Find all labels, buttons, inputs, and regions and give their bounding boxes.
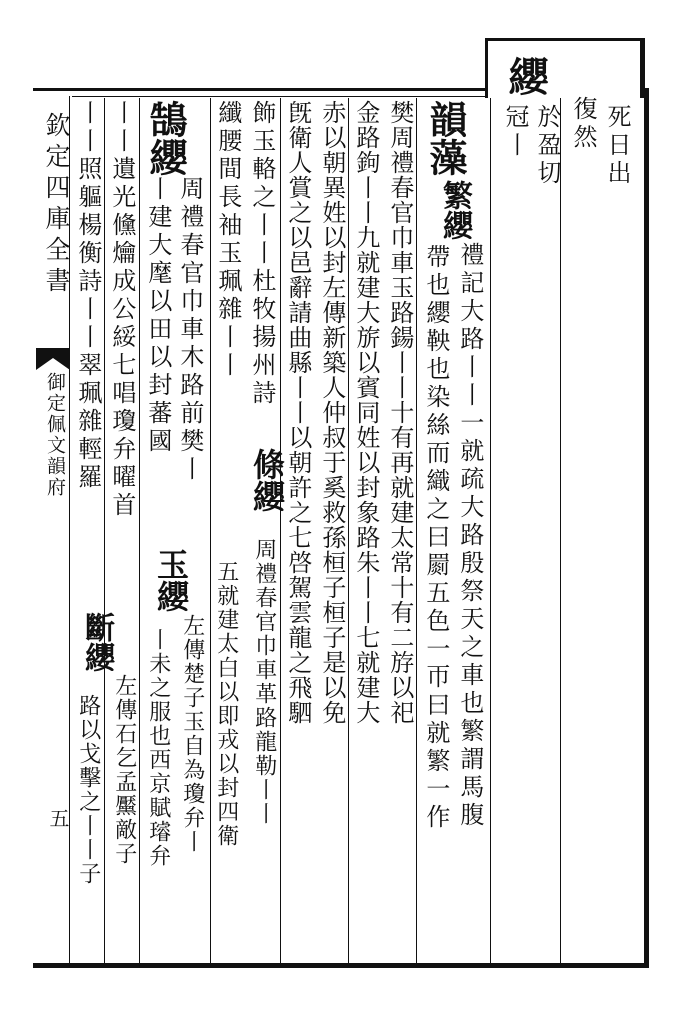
column-rule: [490, 98, 491, 964]
text-column: 帶也纓鞅也染絲而織之曰罽五色一帀曰就繁一作: [421, 244, 450, 832]
rhyme-reading: 於盈切: [533, 104, 561, 188]
column-rule: [416, 98, 417, 964]
volume-title: 御定佩文韻府: [44, 372, 66, 498]
text-column: 樊周禮春官巾車玉路鍚丨丨十有再就建太常十有二斿以祀: [385, 100, 414, 725]
prev-entry-col2: 復然: [569, 96, 597, 152]
text-column: 纖腰間長袖玉珮雜丨丨: [213, 100, 242, 380]
column-rule: [104, 98, 105, 964]
book-title: 欽定四庫全書: [42, 112, 71, 298]
entry-heading: 鵠纓: [143, 100, 188, 176]
text-column: 周禮春官巾車革路龍勒丨丨: [251, 538, 277, 826]
rhyme-entry: 冠丨: [501, 104, 529, 160]
column-rule: [280, 98, 281, 964]
text-column: 周禮春官巾車木路前樊丨: [175, 176, 204, 484]
column-rule: [560, 98, 561, 964]
rhyme-head-char: 纓: [502, 56, 549, 96]
text-column: 丨丨遺光儵爚成公綏七唱瓊弁曜首: [107, 100, 136, 520]
page-number: 五: [46, 808, 70, 828]
text-column: 路以戈擊之丨丨子: [75, 694, 101, 886]
prev-entry-col1: 死日出: [603, 104, 631, 188]
text-column: 禮記大路丨丨一就疏大路殷祭天之車也繁謂馬腹: [455, 242, 484, 830]
section-heading-yunzao: 韻藻: [423, 100, 468, 176]
fish-tail-mark: [36, 348, 70, 370]
text-column: 赤以朝異姓以封左傳新築人仲叔于奚救孫桓子桓子是以免: [317, 100, 346, 725]
text-column: 左傳石乞孟黶敵子: [111, 674, 137, 866]
column-rule: [348, 98, 349, 964]
text-column: 丨丨照軀楊衡詩丨丨翠珮雜輕羅: [73, 100, 102, 492]
entry-heading: 條纓: [248, 448, 286, 512]
entry-heading: 繁纓: [437, 180, 472, 240]
text-column: 飾玉輅之丨丨杜牧揚州詩: [247, 100, 276, 408]
entry-heading: 斷纓: [79, 612, 114, 672]
text-column: 金路鉤丨丨九就建大旂以賓同姓以封象路朱丨丨七就建大: [351, 100, 380, 725]
column-rule: [210, 98, 211, 964]
column-rule: [139, 98, 140, 964]
entry-heading: 玉纓: [152, 548, 190, 612]
text-column: 左傳楚子玉自為瓊弁丨: [179, 614, 205, 854]
text-column: 丨建大麾以田以封蕃國: [143, 176, 172, 456]
text-column: 丨未之服也西京賦璿弁: [145, 628, 171, 868]
text-column: 五就建太白以即戎以封四衛: [213, 560, 239, 848]
text-column: 旣衛人賞之以邑辭請曲縣丨丨以朝許之七啓駕雲龍之飛駟: [283, 100, 312, 725]
